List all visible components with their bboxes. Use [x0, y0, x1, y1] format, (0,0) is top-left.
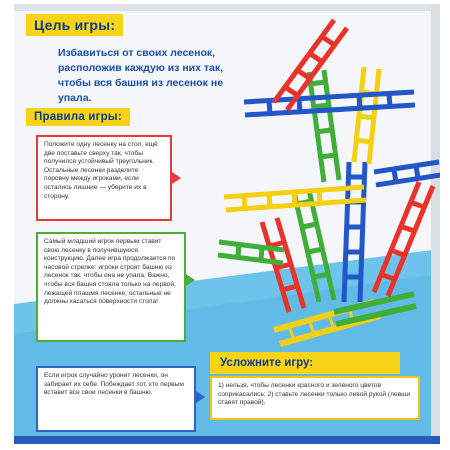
- goal-title: Цель игры:: [26, 14, 123, 36]
- rules-panel-setup: Положите одну лесенку на стол, ещё две поставьте сверху так, чтобы получился устойчивый треугольник. Остальные лесенки разделите поровну между игроками, если остались лишние — уберите их в сторону.: [36, 135, 172, 221]
- box-top-edge: [14, 4, 440, 11]
- ladder-yellow-horizontal: [224, 187, 366, 210]
- ladder-red-right: [374, 182, 433, 296]
- harder-title: Усложните игру:: [210, 352, 400, 374]
- ladder-red-left: [262, 218, 304, 312]
- panel-pointer-green: [186, 274, 195, 286]
- panel-pointer-red: [172, 172, 181, 184]
- ladder-yellow-upper: [354, 67, 379, 164]
- box-bottom-edge: [14, 436, 440, 444]
- rules-panel-play: Самый младший игрок первым ставит свою лесенку в получившуюся конструкцию. Далее игра продолжается по часовой стрелке: игроки строят башню из лесенок так, чтобы она не упала. Важно, чтобы вся башня стояла только на первой, лежащей плашмя лесенке, остальные не должны касаться поверхности стола!: [36, 232, 186, 342]
- panel-pointer-blue: [196, 391, 205, 403]
- rules-title: Правила игры:: [26, 108, 130, 126]
- ladder-blue-horizontal: [374, 162, 440, 185]
- game-box: [14, 4, 440, 444]
- harder-panel: 1) нельзя, чтобы лесенки красного и зелёного цветов соприкасались; 2) ставьте лесенки только левой рукой (левши ставят правой).: [210, 376, 420, 420]
- ladder-green-upper: [309, 70, 339, 182]
- ladder-blue-center: [344, 162, 365, 302]
- rules-panel-win: Если игрок случайно уронит лесенки, он забирает их себе. Побеждает тот, кто первым вставит все свои лесенки в башню.: [36, 366, 196, 432]
- goal-text: Избавиться от своих лесенок, расположив каждую из них так, чтобы вся башня из лесенок не упала.: [58, 47, 224, 104]
